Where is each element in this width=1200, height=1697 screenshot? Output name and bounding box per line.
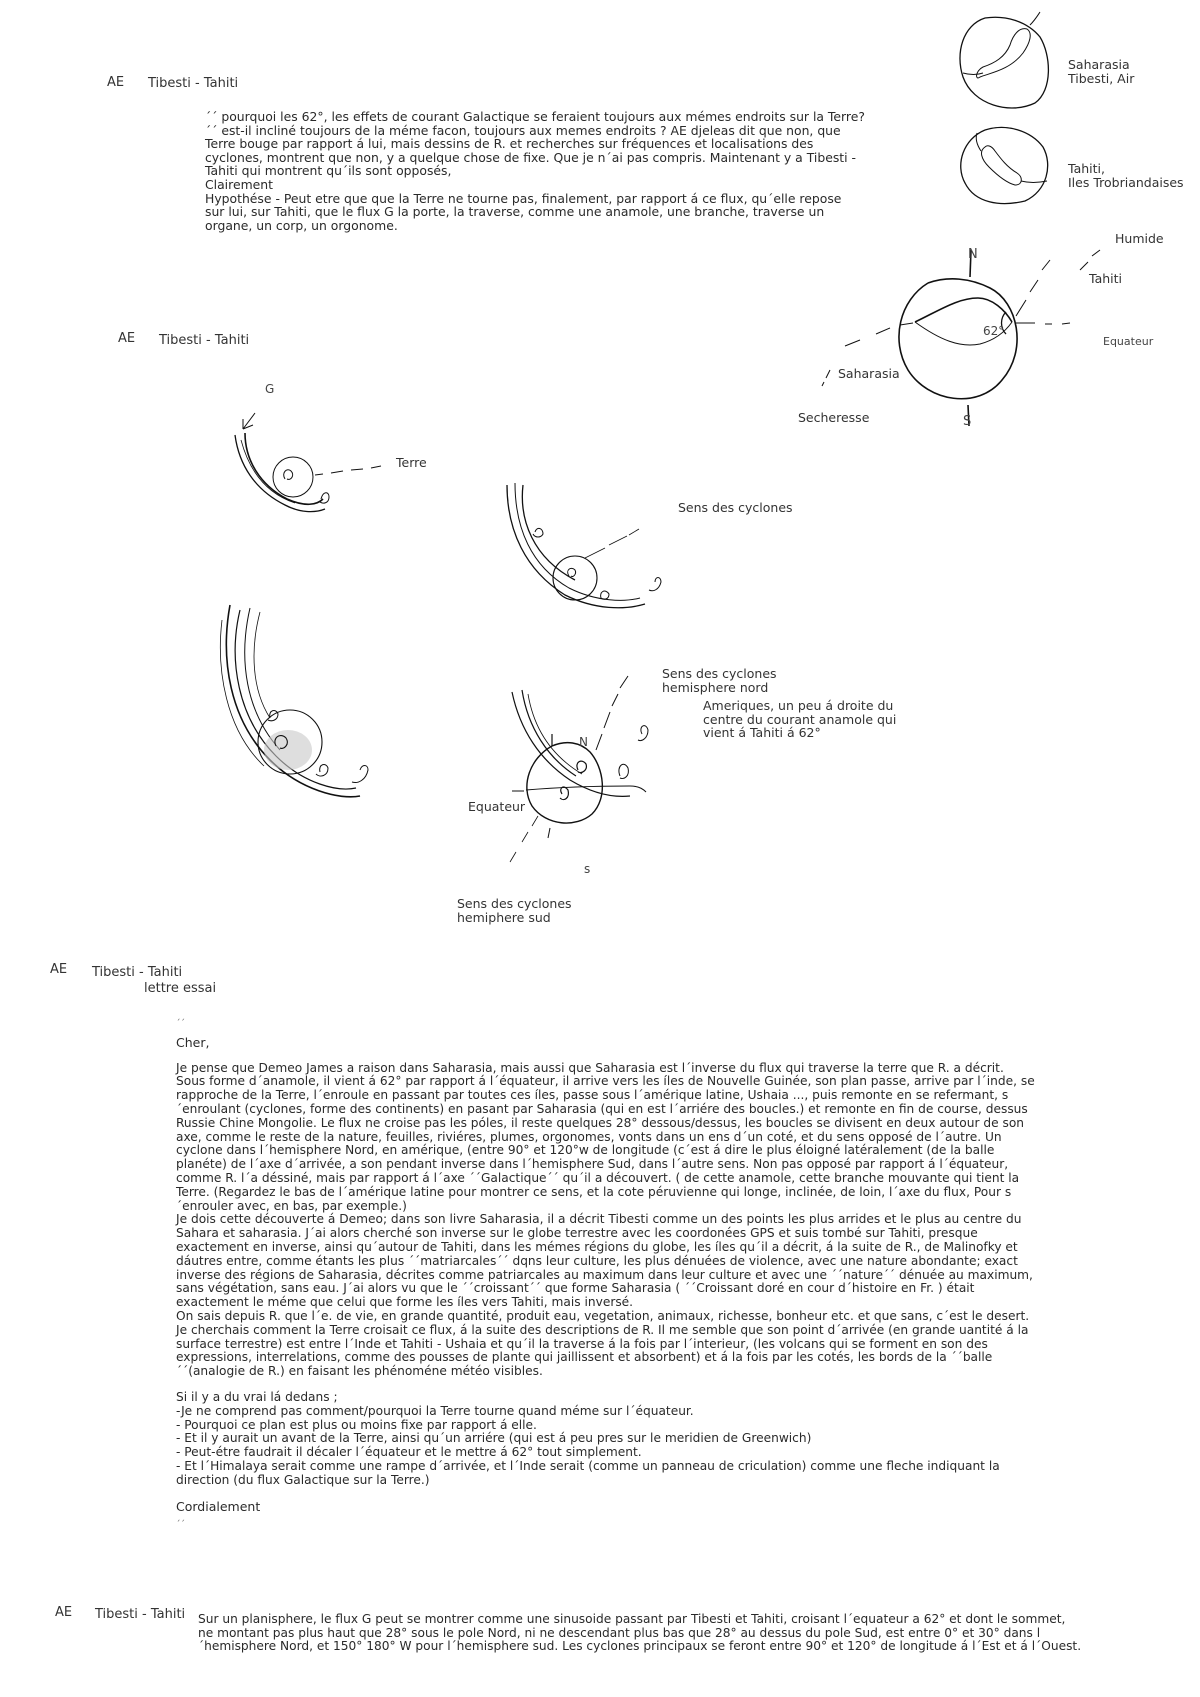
equator-dash-left	[845, 323, 913, 346]
section1-title: Tibesti - Tahiti	[148, 76, 239, 91]
spiral	[352, 766, 368, 783]
humide-dash	[1080, 250, 1100, 270]
flux-stroke	[241, 440, 295, 503]
earth-circle	[273, 457, 313, 497]
section3-author: AE	[50, 962, 68, 977]
letter-greeting: Cher,	[176, 1034, 210, 1050]
globe-sketch-tahiti-label: Tahiti, Iles Trobriandaises	[1068, 161, 1184, 190]
section3-title: Tibesti - Tahiti	[92, 965, 183, 980]
letter-paragraph-3: On sais depuis R. que l´e. de vie, en grande quantité, produit eau, vegetation, animaux, richesse, bonheur etc. et que sans, c´est le desert. Je cherchais comment la Terre croisait ce flux, á la suite des descriptions de R. Il me semble que son point d´arrivée (en grande uantité á la surface terrestre) est entre l´Inde et Tahiti - Ushaia et qu´il la traverse á la fois par l´interieur, (les volcans qui se forment en son des expressions, interrelations, comme des pousses de plante qui jaillissent et absorbent) et á la fois par les cotés, les bords de la ´´balle´´(analogie de R.) en faisant les phénoméne météo visibles.	[176, 1308, 1030, 1379]
letter-question: - Et l´Himalaya serait comme une rampe d´arrivée, et l´Inde serait (comme un panneau de criculation) comme une fleche indiquant la direction (du flux Galactique sur la Terre.)	[176, 1458, 1000, 1487]
letter-close-quote: ´´	[176, 1520, 185, 1531]
letter-question: - Peut-étre faudrait il décaler l´équateur et le mettre á 62° tout simplement.	[176, 1445, 642, 1460]
section4-body: Sur un planisphere, le flux G peut se montrer comme une sinusoide passant par Tibesti et Tahiti, croisant l´equateur a 62° et dont le sommet, ne montant pas plus haut que 28° sous le pole Nord, ni ne descendant plus bas que 28° au dessus du pole Sud, est entre 0° et 30° dans l ´hemisphere Nord, et 150° 180° W pour l´hemisphere sud. Les cyclones principaux se feront entre 90° et 120° de longitude á l´Est et á l´Ouest.	[198, 1612, 1082, 1654]
spiral	[268, 711, 278, 721]
flux-stroke	[512, 692, 630, 796]
flux-stroke	[507, 485, 645, 608]
letter-question: - Pourquoi ce plan est plus ou moins fixe par rapport á elle.	[176, 1417, 537, 1432]
spiral	[533, 528, 543, 537]
spiral	[649, 578, 661, 591]
flux-globe-north-label: N	[579, 735, 588, 749]
north-cyclone-dash	[596, 676, 628, 750]
south-axis	[548, 828, 550, 838]
globe-outline	[960, 17, 1048, 108]
globe-sketch-tahiti	[955, 125, 1050, 205]
flux-stroke	[254, 612, 270, 718]
flux-sketch-large	[210, 600, 400, 810]
globe-sketch-saharasia	[955, 15, 1050, 115]
globe-outline	[961, 127, 1048, 203]
equator-line	[526, 786, 646, 792]
globe-secheresse-label: Secheresse	[798, 410, 870, 425]
letter	[176, 1018, 1036, 1533]
flux-stroke	[528, 694, 582, 774]
flux-ameriques-label: Ameriques, un peu á droite du centre du courant anamole qui vient á Tahiti á 62°	[703, 698, 897, 741]
globe-equateur-label: Equateur	[1103, 335, 1154, 348]
section2-title: Tibesti - Tahiti	[159, 333, 250, 348]
spiral	[577, 761, 586, 772]
terre-dash	[315, 466, 381, 475]
flux-equateur-label: Equateur	[468, 799, 526, 814]
globe-north-label: N	[968, 247, 978, 262]
g-arrow-icon	[243, 413, 255, 429]
section2-author: AE	[118, 331, 136, 346]
meridian-line	[976, 133, 981, 151]
meridian-line	[1030, 12, 1040, 25]
spiral	[284, 470, 293, 480]
flux-globe-diagram	[490, 690, 690, 870]
flux-sketch-terre	[225, 395, 425, 525]
globe-sketch-saharasia-label: Saharasia Tibesti, Air	[1068, 57, 1135, 86]
spiral	[638, 726, 648, 741]
section1-body: ´´ pourquoi les 62°, les effets de courant Galactique se feraient toujours aux mémes endroits sur la Terre? ´´ est-il incliné toujours de la méme facon, toujours aux memes endroits ? AE djeleas dit que non, que Terre bouge par rapport á lui, mais dessins de R. et recherches sur fréquences et localisations des cyclones, montrent que non, y a quelque chose de fixe. Que je n´ai pas compris. Maintenant y a Tibesti - Tahiti qui montrent qu´ils sont opposés, Clairement Hypothése - Peut etre que que la Terre ne tourne pas, finalement, par rapport á ce flux, qu´elle repose sur lui, sur Tahiti, que le flux G la porte, la traverse, comme une anamole, une branche, traverse un organe, un corp, un orgonome.	[205, 109, 865, 233]
equator-line	[1021, 181, 1047, 183]
flux-terre-label: Terre	[396, 455, 427, 470]
flux-south-cyclones-label: Sens des cyclones hemiphere sud	[457, 896, 572, 925]
letter-questions-intro: Si il y a du vrai lá dedans ;	[176, 1389, 338, 1404]
flux-stroke	[235, 435, 325, 512]
tahiti-dash	[1016, 260, 1050, 316]
letter-paragraph-1: Je pense que Demeo James a raison dans Saharasia, mais aussi que Saharasia est l´inverse du flux qui traverse la terre que R. a décrit. Sous forme d´anamole, il vient á 62° par rapport á l´équateur, il arrive vers les íles de Nouvelle Guinée, son plan passe, arrive par l´inde, se rapproche de la Terre, l´enroule en passant par toutes ces íles, passe sous l´amérique latine, Ushaia ..., puis remonte en se refermant, s´enroulant (cyclones, forme des continents) en pasant par Saharasia (qui en est l´arriére des boucles.) et remonte en fin de course, dessus Russie Chine Mongolie. Le flux ne croise pas les póles, il reste quelques 28° dessous/dessus, les boucles se divisent en deux autour de son axe, comme le reste de la nature, feuilles, riviéres, plumes, orgonomes, vonts dans un ens d´un coté, et du sens opposé de l´autre. Un cyclone dans l´hemisphere Nord, en amérique, (entre 90° et 120°w de longitude (c´est á dire le plus éloigné latéralement (de la balle planéte) de l´axe d´arrivée, a son pendant inverse dans l´hemisphere Sud, dans l´autre sens. Non pas opposé par rapport á l´équateur, comme R. l´a déssiné, mais par rapport á l´axe ´´Galactique´´ qu´il a découvert. ( de cette anamole, cette branche mouvante qui tient la Terre. (Regardez le bas de l´amérique latine pour montrer ce sens, et la cote péruvienne qui longe, inclinée, de loin, l´axe du flux, Pour s´enrouler avec, en bas, par exemple.)	[176, 1060, 1035, 1213]
globe-tahiti-label: Tahiti	[1089, 271, 1122, 286]
globe-saharasia-label: Saharasia	[838, 366, 900, 381]
spiral	[316, 765, 328, 776]
letter-question: - Et il y aurait un avant de la Terre, ainsi qu´un arriére (qui est á peu pres sur le meridien de Greenwich)	[176, 1431, 812, 1446]
section4-title: Tibesti - Tahiti	[95, 1607, 186, 1622]
globe-angle-label: 62°	[983, 324, 1005, 338]
globe-outline	[899, 279, 1017, 399]
flux-g-label: G	[265, 382, 275, 396]
flux-stroke	[245, 608, 280, 750]
letter-closing: Cordialement	[176, 1498, 261, 1514]
equator-dash-right	[1016, 323, 1070, 324]
flux-sketch-cyclones	[505, 480, 685, 620]
flux-plane-upper	[915, 298, 1012, 322]
equator-line	[963, 73, 983, 75]
flux-cyclones-label: Sens des cyclones	[678, 500, 793, 515]
letter-open-quote: ´´	[176, 1019, 185, 1029]
earth-circle	[553, 556, 597, 600]
letter-question: -Je ne comprend pas comment/pourquoi la Terre tourne quand méme sur l´équateur.	[176, 1403, 694, 1418]
spiral	[568, 568, 576, 576]
flux-globe-south-label: s	[584, 862, 591, 876]
flux-stroke	[522, 485, 575, 580]
earth-shading	[264, 730, 312, 770]
section4-author: AE	[55, 1605, 73, 1620]
section1-author: AE	[107, 75, 125, 90]
globe-outline	[527, 743, 602, 823]
section3-subtitle: lettre essai	[144, 981, 217, 996]
spiral	[619, 764, 628, 778]
globe-south-label: S	[963, 414, 972, 429]
letter-paragraph-2: Je dois cette découverte á Demeo; dans son livre Saharasia, il a décrit Tibesti comme un des points les plus arrides et le plus au centre du Sahara et saharasia. J´ai alors cherché son inverse sur le globe terrestre avec les coordonées GPS et suis tombé sur Tahiti, presque exactement en inverse, ainsi qu´autour de Tahiti, dans les mémes régions du globe, les íles qu´il a décrit, á la suite de R., de Malinofky et dáutres entre, comme étants les plus ´´matriarcales´´ dqns leur culture, les plus dénuées de violence, avec une nature abondante; exact inverse des régions de Saharasia, décrites comme patriarcales au maximum dans leur culture et avec une ´´nature´´ dénuée au maximum, sans végétation, sans eau. J´ai alors vu que le ´´croissant´´ que forme Saharasia ( ´´Croissant doré en cour d´histoire en Fr. ) était exactement le méme que celui que forme les íles vers Tahiti, mais inversé.	[176, 1212, 1033, 1310]
cyclones-dash	[585, 529, 639, 558]
spiral	[560, 787, 568, 800]
flux-north-cyclones-label: Sens des cyclones hemisphere nord	[662, 666, 777, 695]
spiral	[601, 591, 609, 599]
globe-humide-label: Humide	[1115, 231, 1164, 246]
continent-shape	[982, 146, 1022, 185]
secheresse-dash	[822, 370, 830, 386]
continent-shape	[977, 29, 1031, 78]
south-cyclone-dash	[510, 816, 538, 862]
